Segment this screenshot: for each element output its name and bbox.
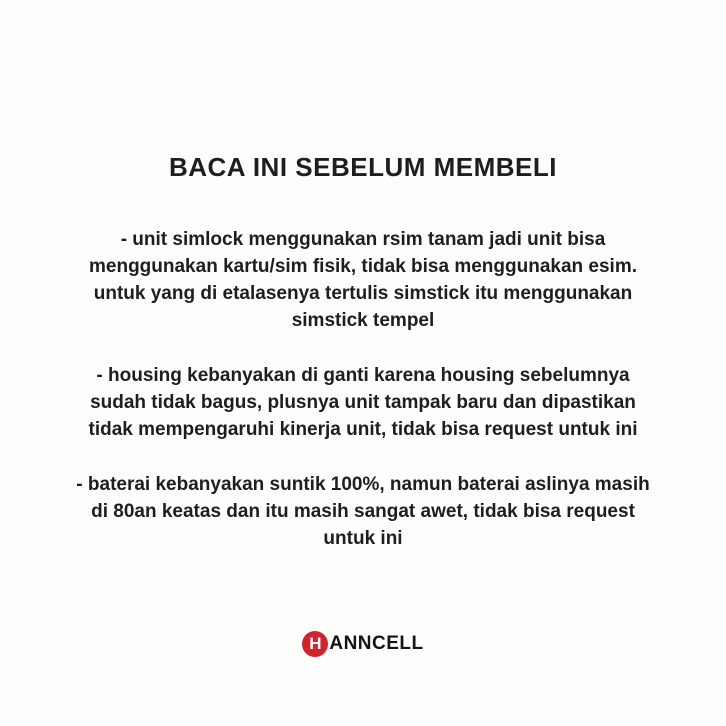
paragraph-battery-note: - baterai kebanyakan suntik 100%, namun baterai aslinya masih di 80an keatas dan itu masih sangat awet, tidak bisa request untuk ini [76, 473, 650, 549]
brand-h-icon [302, 631, 328, 657]
notice-paragraphs [68, 227, 658, 553]
paragraph-housing-note: - housing kebanyakan di ganti karena housing sebelumnya sudah tidak bagus, plusnya unit tampak baru dan dipastikan tidak mempengaruhi kinerja unit, tidak bisa request untuk ini [88, 364, 638, 440]
brand-name: ANNCELL [329, 632, 424, 654]
page-title: BACA INI SEBELUM MEMBELI [168, 152, 558, 182]
brand-logo [302, 631, 423, 657]
brand-initial: H [309, 634, 322, 654]
paragraph-simlock-note: - unit simlock menggunakan rsim tanam jadi unit bisa menggunakan kartu/sim fisik, tidak bisa menggunakan esim. untuk yang di etalasenya tertulis simstick itu menggunakan simstick tempel [89, 229, 637, 331]
